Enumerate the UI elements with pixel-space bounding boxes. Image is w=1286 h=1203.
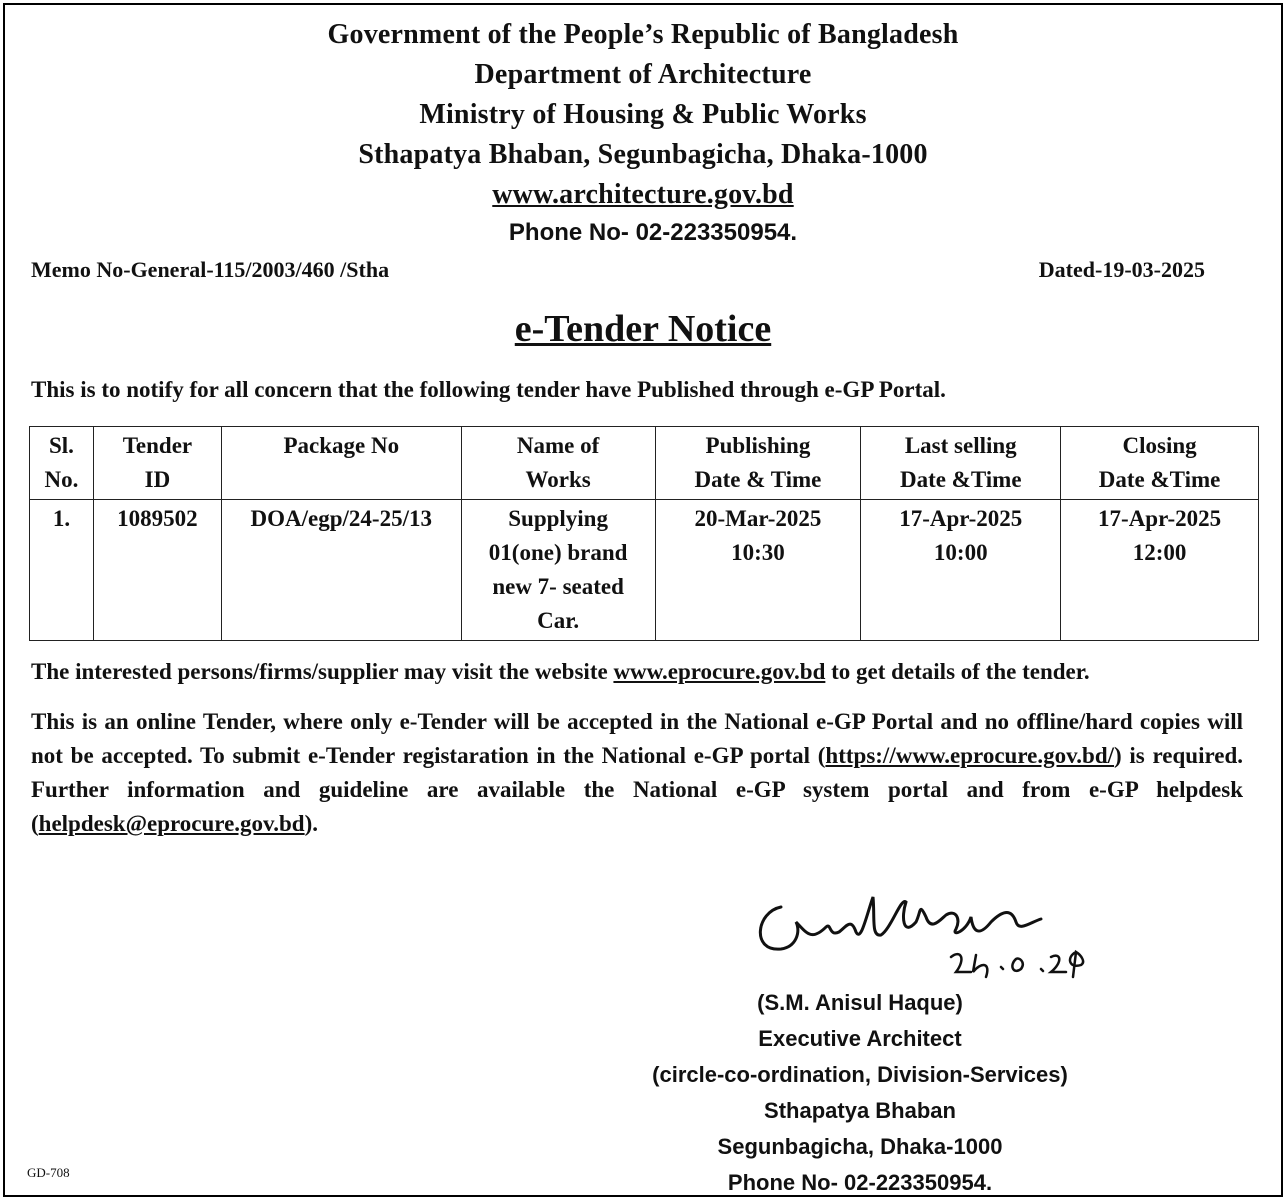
government-name: Government of the People’s Republic of Bangladesh (327, 19, 959, 50)
cell-tender-id: 1089502 (93, 500, 221, 641)
office-address: Sthapatya Bhaban, Segunbagicha, Dhaka-1000 (358, 139, 928, 170)
signatory-designation: Executive Architect (758, 1026, 962, 1051)
memo-row (31, 257, 1205, 283)
notice-title: e-Tender Notice (514, 308, 772, 350)
eprocure-portal-link[interactable]: https://www.eprocure.gov.bd/ (825, 743, 1115, 768)
cell-closing: 17-Apr-2025 12:00 (1061, 500, 1259, 641)
header-package-no: Package No (221, 427, 461, 500)
signature-stroke (760, 897, 1041, 949)
tender-table (29, 426, 1259, 641)
footer-code: GD-708 (27, 1165, 70, 1180)
eprocure-link[interactable]: www.eprocure.gov.bd (613, 659, 826, 684)
cell-last-selling: 17-Apr-2025 10:00 (861, 500, 1061, 641)
signatory-address: Segunbagicha, Dhaka-1000 (717, 1134, 1003, 1159)
online-tender-paragraph: This is an online Tender, where only e-Tender will be accepted in the National e-GP Portal and no offline/hard copies will not be accepted. To submit e-Tender registaration in the National e-GP portal (https://www.eprocure.gov.bd/) is required. Further information and guideline are available the National e-GP system portal and from e-GP helpdesk (helpdesk@eprocure.gov.bd). (31, 709, 1243, 836)
header-tender-id: Tender ID (93, 427, 221, 500)
letterhead (5, 15, 1281, 251)
intro-text: This is to notify for all concern that the following tender have Published through e-GP Portal. (31, 377, 946, 402)
signatory-name: (S.M. Anisul Haque) (757, 990, 963, 1015)
header-sl: Sl. No. (30, 427, 94, 500)
signatory-office: Sthapatya Bhaban (764, 1098, 956, 1123)
signature-block (625, 985, 1095, 1201)
header-name-of-works: Name of Works (461, 427, 655, 500)
memo-date: Dated-19-03-2025 (1038, 257, 1205, 282)
cell-publishing: 20-Mar-2025 10:30 (655, 500, 861, 641)
website-paragraph: The interested persons/firms/supplier may visit the website www.eprocure.gov.bd to get details of the tender. (31, 659, 1090, 684)
website-link[interactable]: www.architecture.gov.bd (492, 179, 794, 210)
signatory-phone: Phone No- 02-223350954. (727, 1170, 993, 1195)
cell-package-no: DOA/egp/24-25/13 (221, 500, 461, 641)
cell-name-of-works: Supplying 01(one) brand new 7- seated Car. (461, 500, 655, 641)
handwritten-signature (751, 877, 1131, 987)
helpdesk-email-link[interactable]: helpdesk@eprocure.gov.bd (38, 811, 305, 836)
header-phone: Phone No- 02-223350954. (508, 219, 798, 246)
department-name: Department of Architecture (474, 59, 812, 90)
memo-number: Memo No-General-115/2003/460 /Stha (31, 257, 390, 282)
ministry-name: Ministry of Housing & Public Works (419, 99, 867, 130)
table-header-row (30, 427, 1259, 500)
header-closing: Closing Date &Time (1061, 427, 1259, 500)
header-publishing: Publishing Date & Time (655, 427, 861, 500)
tender-notice-page (3, 3, 1283, 1197)
table-row (30, 500, 1259, 641)
signature-date-stroke (951, 952, 1083, 977)
cell-sl: 1. (30, 500, 94, 641)
header-last-selling: Last selling Date &Time (861, 427, 1061, 500)
signatory-unit: (circle-co-ordination, Division-Services) (652, 1062, 1068, 1087)
